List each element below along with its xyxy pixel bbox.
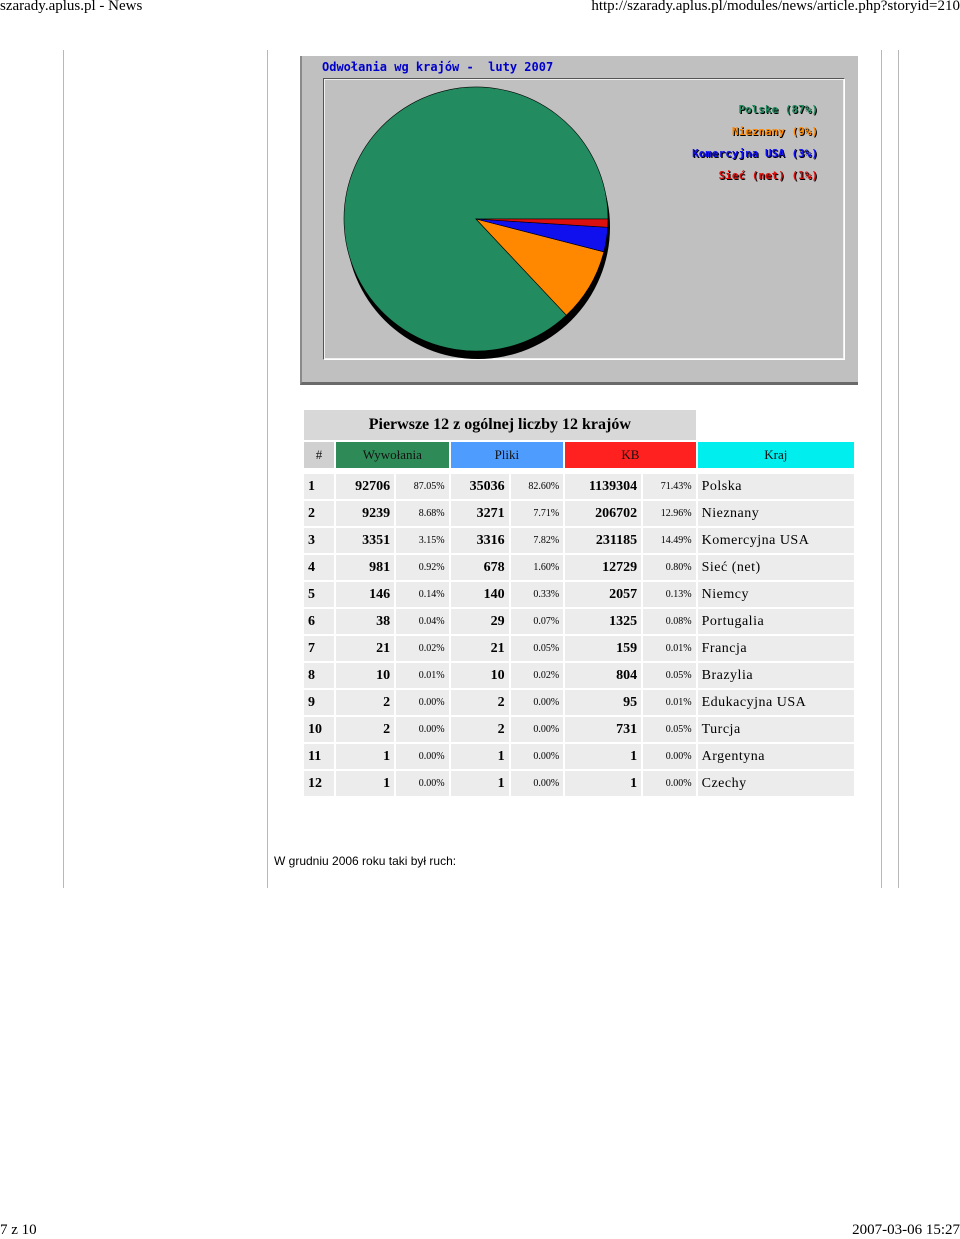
table-row — [304, 528, 854, 553]
right-border-line — [898, 50, 899, 888]
cell-hits-pct: 8.68% — [396, 501, 448, 526]
cell-kb: 1325 — [565, 609, 641, 634]
cell-num: 6 — [304, 609, 334, 634]
cell-country: Polska — [698, 474, 854, 499]
cell-files-pct: 0.05% — [511, 636, 563, 661]
cell-files: 21 — [451, 636, 509, 661]
cell-kb-pct: 0.80% — [643, 555, 695, 580]
cell-num: 11 — [304, 744, 334, 769]
cell-num: 7 — [304, 636, 334, 661]
cell-files-pct: 0.00% — [511, 717, 563, 742]
cell-hits-pct: 3.15% — [396, 528, 448, 553]
table-row — [304, 690, 854, 715]
cell-files: 678 — [451, 555, 509, 580]
cell-hits: 92706 — [336, 474, 394, 499]
cell-hits: 38 — [336, 609, 394, 634]
cell-files-pct: 7.82% — [511, 528, 563, 553]
page-title: szarady.aplus.pl - News — [0, 0, 143, 14]
cell-files: 2 — [451, 717, 509, 742]
cell-country: Portugalia — [698, 609, 854, 634]
cell-country: Czechy — [698, 771, 854, 796]
table-row — [304, 636, 854, 661]
cell-country: Komercyjna USA — [698, 528, 854, 553]
cell-files-pct: 0.07% — [511, 609, 563, 634]
cell-kb-pct: 0.13% — [643, 582, 695, 607]
cell-files: 1 — [451, 744, 509, 769]
cell-hits: 10 — [336, 663, 394, 688]
cell-kb-pct: 0.00% — [643, 771, 695, 796]
legend-item-0: Polske (87%) — [738, 103, 818, 116]
cell-hits-pct: 0.00% — [396, 771, 448, 796]
cell-hits: 3351 — [336, 528, 394, 553]
cell-files: 10 — [451, 663, 509, 688]
header-num: # — [304, 442, 334, 468]
page-url: http://szarady.aplus.pl/modules/news/article.php?storyid=210 — [591, 0, 960, 14]
cell-hits-pct: 0.00% — [396, 717, 448, 742]
cell-country: Francja — [698, 636, 854, 661]
cell-kb: 95 — [565, 690, 641, 715]
chart-title: Odwołania wg krajów - luty 2007 — [322, 60, 554, 74]
content-right-line — [881, 50, 882, 888]
cell-kb: 1139304 — [565, 474, 641, 499]
legend-item-3: Sieć (net) (1%) — [718, 169, 818, 182]
cell-hits-pct: 87.05% — [396, 474, 448, 499]
pie-svg — [324, 79, 844, 359]
cell-kb-pct: 0.01% — [643, 636, 695, 661]
header-files: Pliki — [451, 442, 564, 468]
header-kb: KB — [565, 442, 695, 468]
cell-files: 140 — [451, 582, 509, 607]
content-left-line — [267, 50, 268, 888]
legend-item-2: Komercyjna USA (3%) — [692, 147, 818, 160]
cell-hits: 2 — [336, 717, 394, 742]
cell-country: Turcja — [698, 717, 854, 742]
cell-kb-pct: 0.05% — [643, 663, 695, 688]
cell-files-pct: 0.02% — [511, 663, 563, 688]
cell-hits: 981 — [336, 555, 394, 580]
cell-num: 2 — [304, 501, 334, 526]
cell-country: Argentyna — [698, 744, 854, 769]
country-stats-table — [302, 408, 856, 798]
cell-hits: 1 — [336, 771, 394, 796]
cell-country: Nieznany — [698, 501, 854, 526]
cell-files: 3271 — [451, 501, 509, 526]
cell-kb: 2057 — [565, 582, 641, 607]
cell-kb: 1 — [565, 744, 641, 769]
table-row — [304, 663, 854, 688]
cell-hits-pct: 0.14% — [396, 582, 448, 607]
cell-hits-pct: 0.92% — [396, 555, 448, 580]
cell-kb-pct: 71.43% — [643, 474, 695, 499]
cell-num: 1 — [304, 474, 334, 499]
table-row — [304, 771, 854, 796]
header-country: Kraj — [698, 442, 854, 468]
cell-country: Niemcy — [698, 582, 854, 607]
left-border-line — [63, 50, 64, 888]
cell-kb: 231185 — [565, 528, 641, 553]
cell-kb-pct: 0.00% — [643, 744, 695, 769]
cell-kb-pct: 12.96% — [643, 501, 695, 526]
legend-item-1: Nieznany (9%) — [731, 125, 818, 138]
cell-files-pct: 0.00% — [511, 690, 563, 715]
cell-files-pct: 0.00% — [511, 744, 563, 769]
cell-kb-pct: 0.08% — [643, 609, 695, 634]
cell-num: 5 — [304, 582, 334, 607]
cell-kb: 1 — [565, 771, 641, 796]
cell-kb: 206702 — [565, 501, 641, 526]
cell-hits-pct: 0.00% — [396, 690, 448, 715]
cell-num: 4 — [304, 555, 334, 580]
table-body — [304, 474, 854, 796]
print-timestamp: 2007-03-06 15:27 — [852, 1222, 960, 1238]
cell-files: 3316 — [451, 528, 509, 553]
cell-kb: 159 — [565, 636, 641, 661]
cell-num: 12 — [304, 771, 334, 796]
table-row — [304, 555, 854, 580]
cell-hits: 1 — [336, 744, 394, 769]
table-row — [304, 609, 854, 634]
cell-files-pct: 82.60% — [511, 474, 563, 499]
cell-num: 8 — [304, 663, 334, 688]
cell-num: 3 — [304, 528, 334, 553]
cell-country: Edukacyjna USA — [698, 690, 854, 715]
cell-files: 35036 — [451, 474, 509, 499]
table-row — [304, 474, 854, 499]
cell-files: 2 — [451, 690, 509, 715]
cell-files: 29 — [451, 609, 509, 634]
table-row — [304, 717, 854, 742]
cell-files-pct: 7.71% — [511, 501, 563, 526]
cell-country: Sieć (net) — [698, 555, 854, 580]
page-indicator: 7 z 10 — [0, 1222, 37, 1238]
chart-plot-area — [323, 78, 845, 360]
cell-kb-pct: 0.01% — [643, 690, 695, 715]
cell-files: 1 — [451, 771, 509, 796]
article-note: W grudniu 2006 roku taki był ruch: — [274, 854, 457, 868]
cell-hits-pct: 0.01% — [396, 663, 448, 688]
cell-kb: 12729 — [565, 555, 641, 580]
cell-hits-pct: 0.02% — [396, 636, 448, 661]
cell-hits-pct: 0.04% — [396, 609, 448, 634]
pie-chart-image — [300, 56, 858, 385]
cell-files-pct: 0.33% — [511, 582, 563, 607]
cell-kb-pct: 14.49% — [643, 528, 695, 553]
cell-kb: 804 — [565, 663, 641, 688]
cell-kb-pct: 0.05% — [643, 717, 695, 742]
cell-hits-pct: 0.00% — [396, 744, 448, 769]
cell-files-pct: 1.60% — [511, 555, 563, 580]
cell-num: 9 — [304, 690, 334, 715]
table-caption: Pierwsze 12 z ogólnej liczby 12 krajów — [304, 410, 696, 440]
cell-hits: 146 — [336, 582, 394, 607]
cell-kb: 731 — [565, 717, 641, 742]
cell-hits: 9239 — [336, 501, 394, 526]
table-row — [304, 582, 854, 607]
header-hits: Wywołania — [336, 442, 449, 468]
table-row — [304, 501, 854, 526]
table-row — [304, 744, 854, 769]
cell-files-pct: 0.00% — [511, 771, 563, 796]
cell-hits: 2 — [336, 690, 394, 715]
cell-num: 10 — [304, 717, 334, 742]
cell-country: Brazylia — [698, 663, 854, 688]
cell-hits: 21 — [336, 636, 394, 661]
